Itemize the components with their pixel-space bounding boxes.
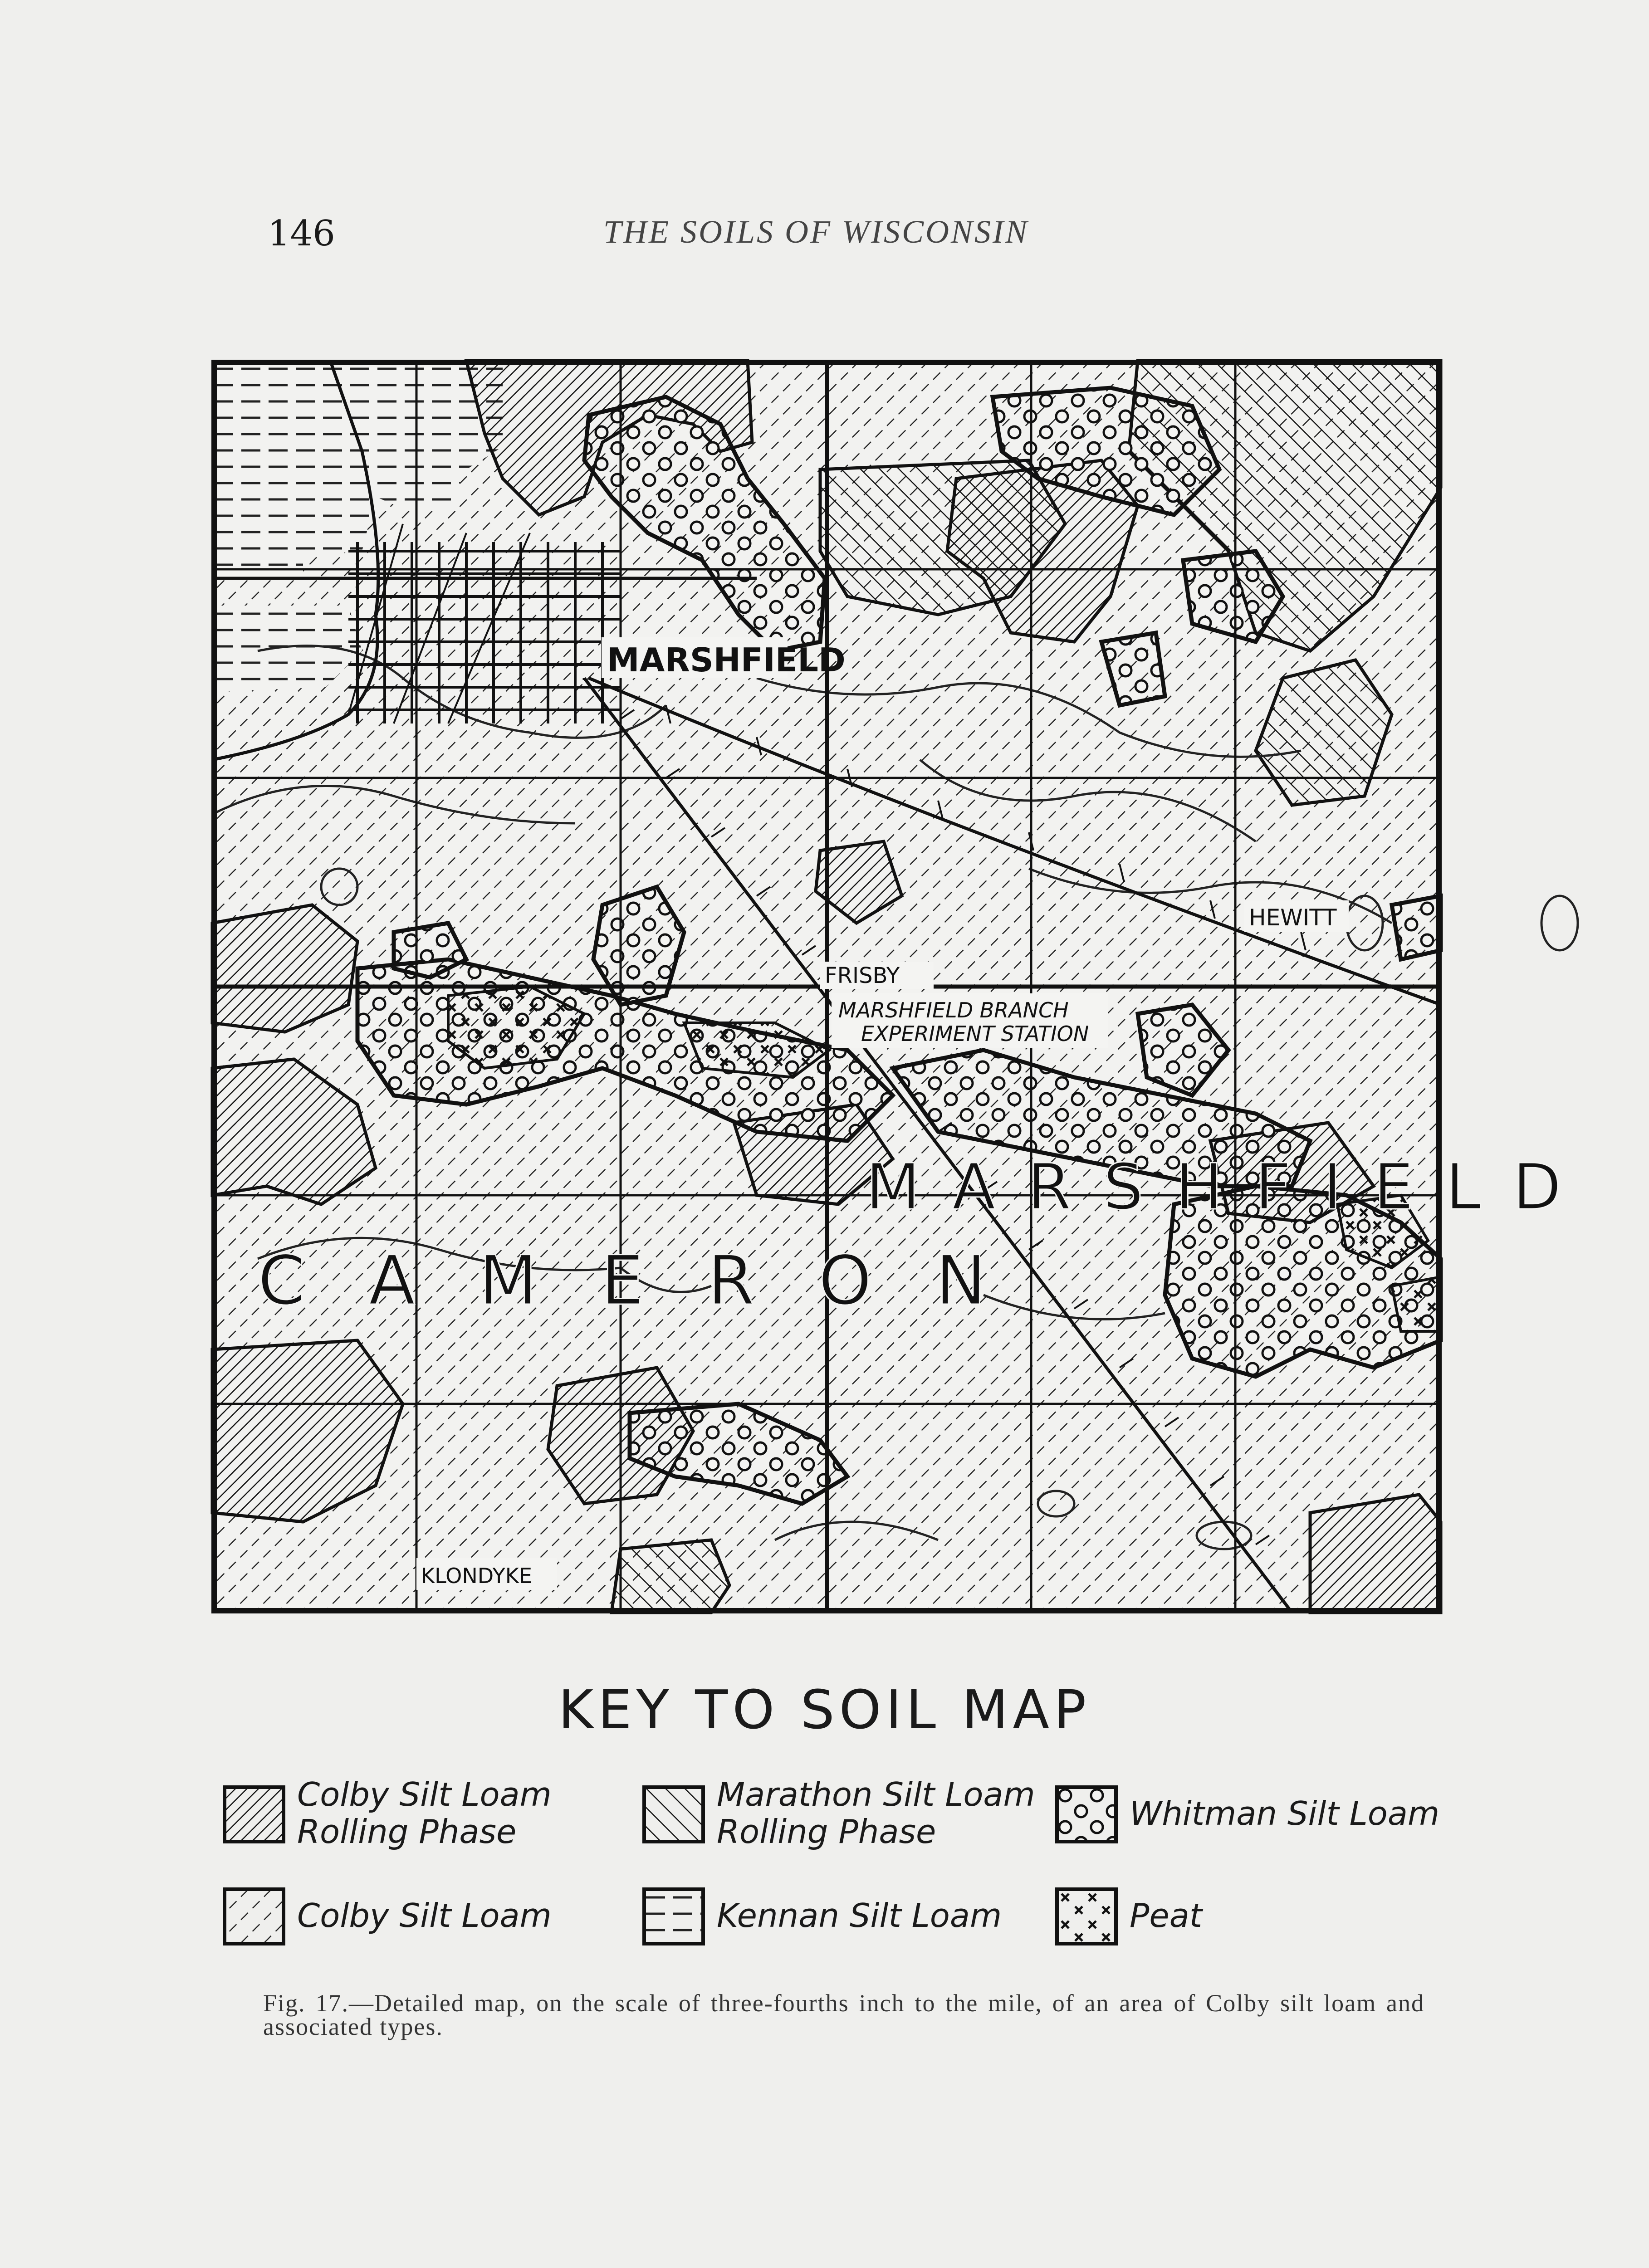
key-label-peat: Peat	[1130, 1897, 1203, 1935]
hewitt-label: HEWITT	[1249, 904, 1337, 931]
soil-map	[212, 361, 1594, 1613]
key-label-colby-rolling-1: Colby Silt Loam	[297, 1775, 552, 1813]
key-item-peat	[1057, 1878, 1375, 1955]
key-label-marathon-rolling-1: Marathon Silt Loam	[717, 1775, 1035, 1813]
key-item-whitman	[1057, 1776, 1511, 1853]
key-title: KEY TO SOIL MAP	[558, 1678, 1091, 1741]
klondyke-label: KLONDYKE	[421, 1564, 533, 1588]
cameron-township-label: CAMERON	[258, 1242, 1050, 1320]
whitman-swatch	[1057, 1787, 1116, 1842]
marshfield-city-label: MARSHFIELD	[607, 641, 846, 679]
key-label-kennan: Kennan Silt Loam	[717, 1897, 1002, 1935]
running-head: THE SOILS OF WISCONSIN	[603, 214, 1029, 250]
colby-swatch	[225, 1889, 284, 1944]
marshfield-township-label: MARSHFIELD	[866, 1150, 1594, 1224]
key-item-colby	[225, 1878, 633, 1955]
experiment-station-label-1: MARSHFIELD BRANCH	[838, 998, 1069, 1022]
figure-caption: Fig. 17.—Detailed map, on the scale of three-fourths inch to the mile, of an area of Colby silt loam and associated types.	[263, 1989, 1424, 2040]
key-item-marathon-rolling	[644, 1776, 1052, 1853]
frisby-label: FRISBY	[825, 963, 900, 988]
experiment-station-label-2: EXPERIMENT STATION	[861, 1022, 1089, 1046]
colby-rolling-swatch	[225, 1787, 284, 1842]
key-item-colby-rolling	[225, 1776, 633, 1853]
page-number: 146	[268, 213, 335, 254]
key-label-marathon-rolling-2: Rolling Phase	[717, 1813, 936, 1851]
kennan-swatch	[644, 1889, 703, 1944]
key-item-kennan	[644, 1878, 1052, 1955]
key-label-colby: Colby Silt Loam	[297, 1897, 552, 1935]
peat-swatch	[1057, 1889, 1116, 1944]
marathon-rolling-swatch	[644, 1787, 703, 1842]
key-label-whitman: Whitman Silt Loam	[1130, 1794, 1440, 1833]
key-label-colby-rolling-2: Rolling Phase	[297, 1813, 517, 1851]
